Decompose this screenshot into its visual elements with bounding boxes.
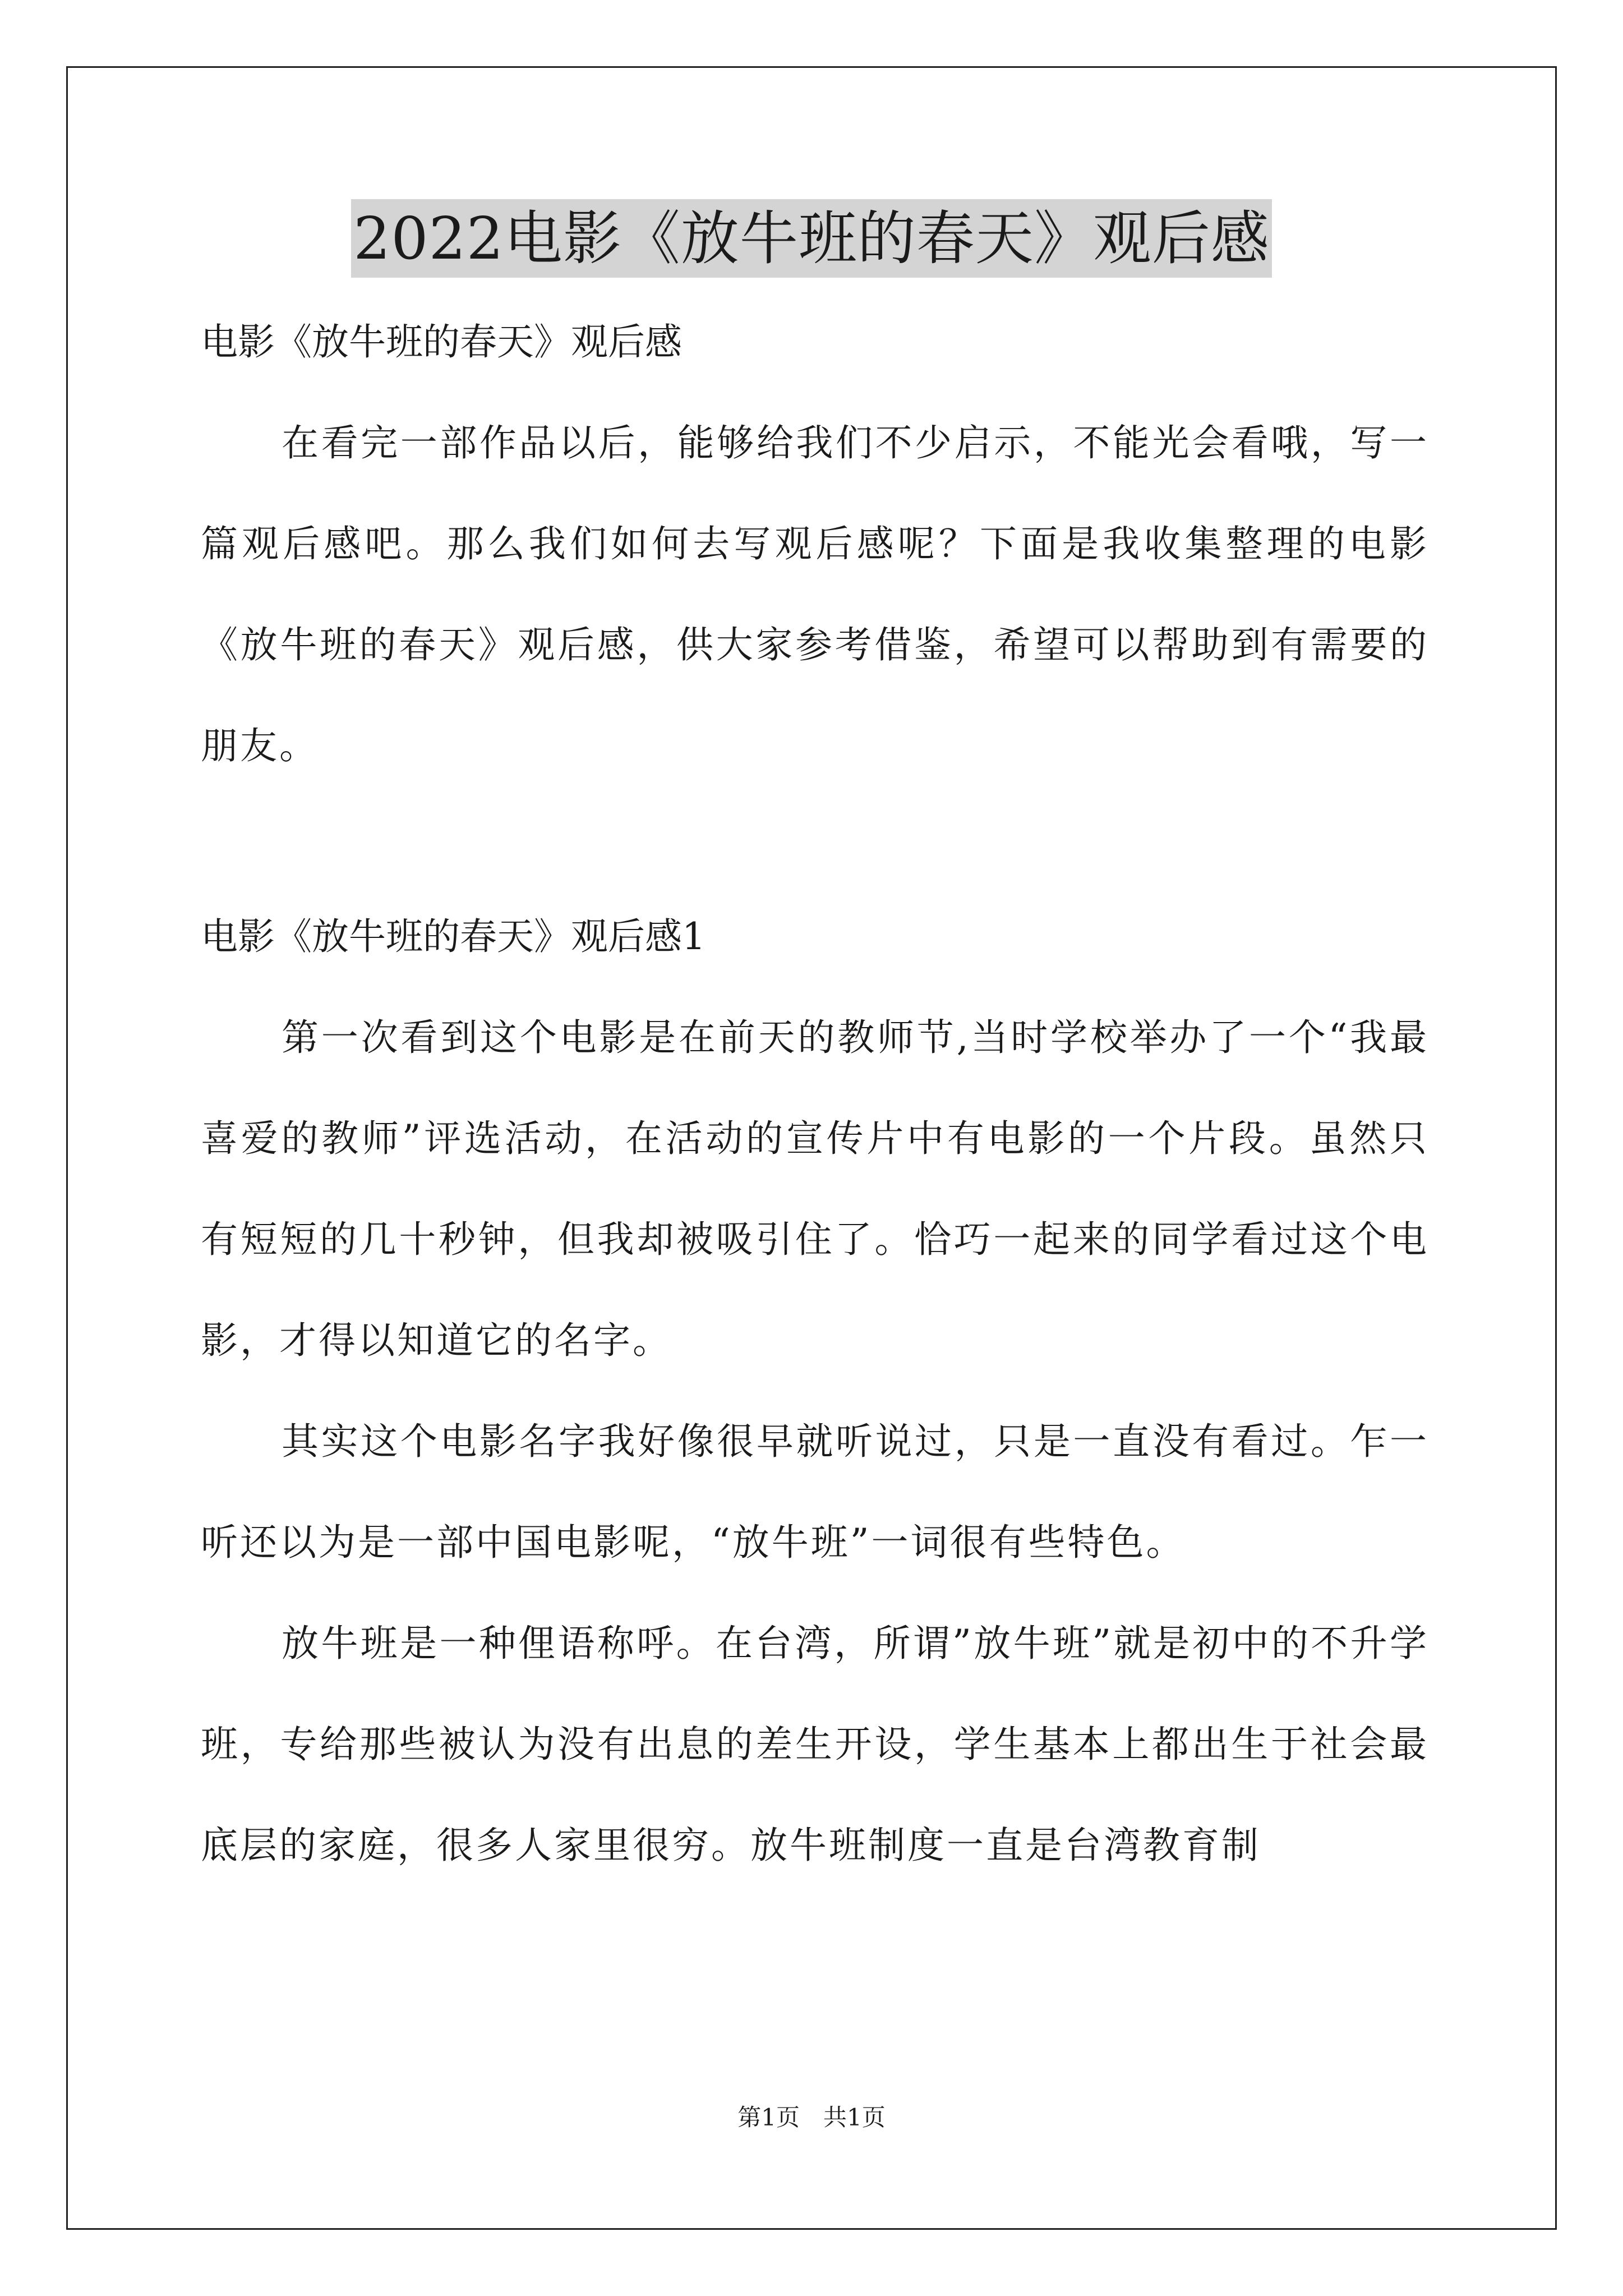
intro-heading: 电影《放牛班的春天》观后感 [201,320,682,364]
page-number: 第1页 共1页 [737,2104,886,2131]
intro-paragraph: 在看完一部作品以后，能够给我们不少启示，不能光会看哦，写一篇观后感吧。那么我们如何去写观后感呢？下面是我收集整理的电影《放牛班的春天》观后感，供大家参考借鉴，希望可以帮助到有需要的朋友。 [201,421,1429,767]
section-heading: 电影《放牛班的春天》观后感1 [201,915,706,958]
body-paragraph-1: 第一次看到这个电影是在前天的教师节,当时学校举办了一个“我最喜爱的教师”评选活动，在活动的宣传片中有电影的一个片段。虽然只有短短的几十秒钟，但我却被吸引住了。恰巧一起来的同学看过这个电影，才得以知道它的名字。 [201,1016,1429,1362]
body-paragraph-3: 放牛班是一种俚语称呼。在台湾，所谓”放牛班”就是初中的不升学班，专给那些被认为没有出息的差生开设，学生基本上都出生于社会最底层的家庭，很多人家里很穷。放牛班制度一直是台湾教育制 [201,1622,1429,1867]
body-paragraph-2: 其实这个电影名字我好像很早就听说过，只是一直没有看过。乍一听还以为是一部中国电影呢，“放牛班”一词很有些特色。 [201,1420,1429,1564]
document-title: 2022电影《放牛班的春天》观后感 [351,199,1272,278]
title-container [0,199,1623,278]
document-body [201,297,1429,1896]
